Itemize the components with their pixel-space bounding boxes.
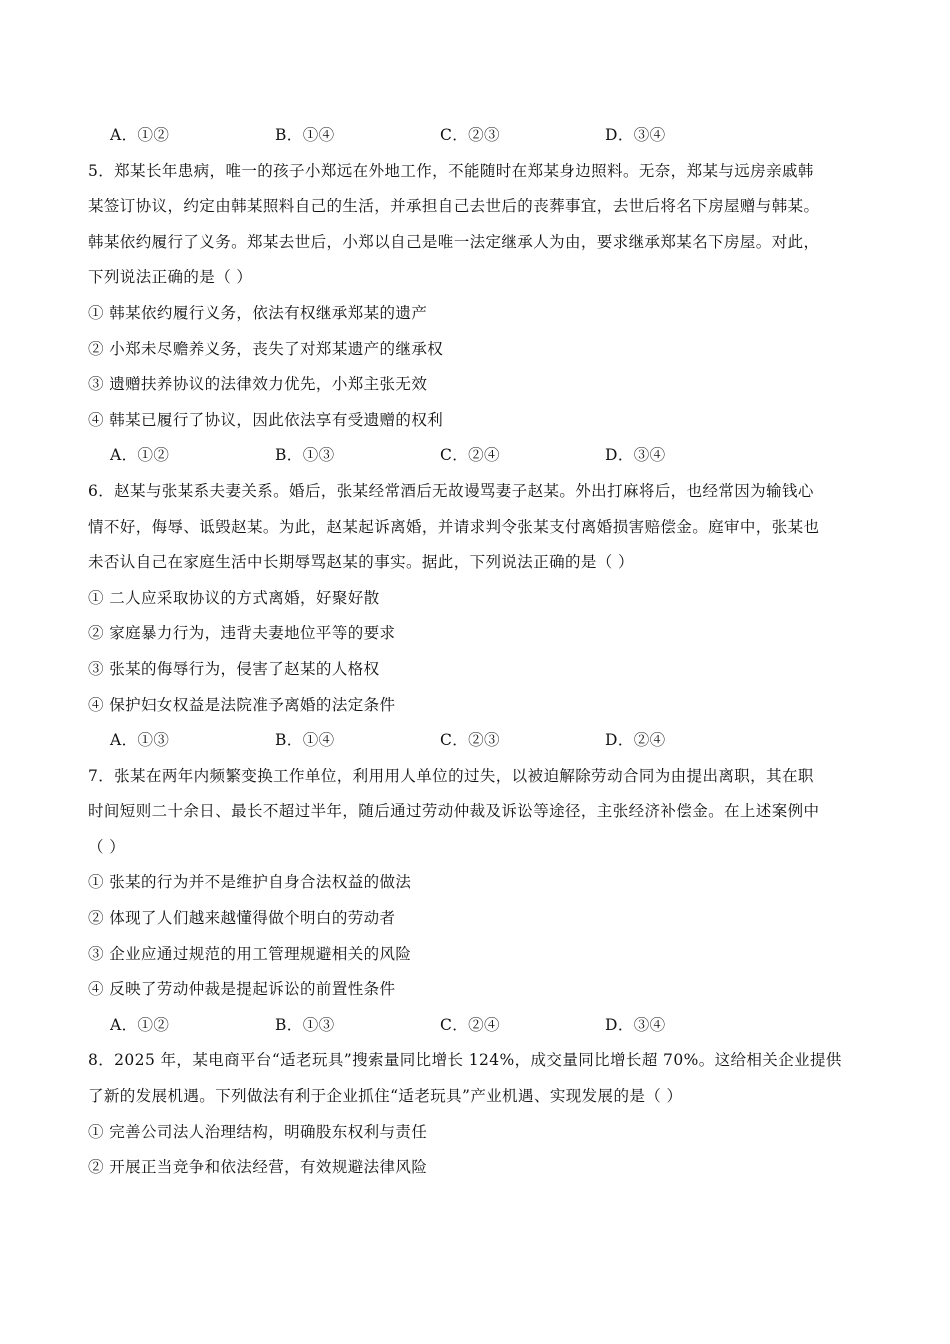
- option-d: D．③④: [605, 446, 666, 465]
- question-stem-line: 8．2025 年，某电商平台“适老玩具”搜索量同比增长 124%，成交量同比增长超 70%。这给相关企业提供: [88, 1051, 842, 1070]
- question-7: [88, 759, 868, 1044]
- option-b: B．①④: [275, 731, 335, 750]
- statement-item: ② 家庭暴力行为，违背夫妻地位平等的要求: [88, 624, 396, 643]
- options-row: [88, 1008, 868, 1044]
- question-6: [88, 474, 868, 759]
- option-a: A．①②: [110, 126, 170, 144]
- option-b: B．①③: [275, 1015, 335, 1034]
- statement-item: ② 小郑未尽赡养义务，丧失了对郑某遗产的继承权: [88, 339, 444, 358]
- statement-item: ④ 韩某已履行了协议，因此依法享有受遗赠的权利: [88, 410, 444, 429]
- options-row: [88, 723, 868, 759]
- option-c: C．②④: [440, 1015, 500, 1034]
- statement-item: ① 完善公司法人治理结构，明确股东权利与责任: [88, 1122, 428, 1141]
- statement-item: ③ 张某的侮辱行为，侵害了赵某的人格权: [88, 659, 380, 678]
- option-c: C．②④: [440, 446, 500, 465]
- statement-item: ① 二人应采取协议的方式离婚，好聚好散: [88, 588, 380, 607]
- question-stem-line: 6．赵某与张某系夫妻关系。婚后，张某经常酒后无故谩骂妻子赵某。外出打麻将后，也经常因为输钱心: [88, 481, 814, 500]
- option-a: A．①②: [110, 446, 170, 465]
- option-a: A．①③: [110, 731, 170, 750]
- question-5: [88, 154, 868, 474]
- option-c: C．②③: [440, 126, 500, 144]
- options-row: [88, 118, 868, 154]
- option-b: B．①③: [275, 446, 335, 465]
- option-b: B．①④: [275, 126, 335, 144]
- statement-item: ④ 反映了劳动仲裁是提起诉讼的前置性条件: [88, 980, 396, 999]
- question-stem-line: （ ）: [88, 837, 126, 856]
- statement-item: ③ 企业应通过规范的用工管理规避相关的风险: [88, 944, 412, 963]
- statement-item: ④ 保护妇女权益是法院准予离婚的法定条件: [88, 695, 396, 714]
- option-a: A．①②: [110, 1015, 170, 1034]
- question-stem-line: 情不好，侮辱、诋毁赵某。为此，赵某起诉离婚，并请求判令张某支付离婚损害赔偿金。庭审中，张某也: [88, 517, 820, 536]
- question-stem-line: 韩某依约履行了义务。郑某去世后，小郑以自己是唯一法定继承人为由，要求继承郑某名下房屋。对此，: [88, 232, 820, 251]
- statement-item: ③ 遗赠扶养协议的法律效力优先，小郑主张无效: [88, 375, 428, 394]
- exam-page: [88, 118, 868, 1186]
- statement-item: ① 张某的行为并不是维护自身合法权益的做法: [88, 873, 412, 892]
- question-stem-line: 7．张某在两年内频繁变换工作单位，利用用人单位的过失，以被迫解除劳动合同为由提出离职，其在职: [88, 766, 814, 785]
- question-stem-line: 某签订协议，约定由韩某照料自己的生活，并承担自己去世后的丧葬事宜，去世后将名下房屋赠与韩某。: [88, 197, 820, 216]
- statement-item: ② 体现了人们越来越懂得做个明白的劳动者: [88, 909, 396, 928]
- question-stem-line: 未否认自己在家庭生活中长期辱骂赵某的事实。据此，下列说法正确的是（ ）: [88, 553, 634, 572]
- question-8: [88, 1043, 868, 1185]
- option-c: C．②③: [440, 731, 500, 750]
- statement-item: ② 开展正当竞争和依法经营，有效规避法律风险: [88, 1158, 428, 1177]
- question-stem-line: 了新的发展机遇。下列做法有利于企业抓住“适老玩具”产业机遇、实现发展的是（ ）: [88, 1087, 683, 1106]
- options-row: [88, 438, 868, 474]
- option-d: D．③④: [605, 126, 666, 144]
- statement-item: ① 韩某依约履行义务，依法有权继承郑某的遗产: [88, 303, 428, 322]
- option-d: D．②④: [605, 731, 666, 750]
- option-d: D．③④: [605, 1015, 666, 1034]
- question-list: [88, 154, 868, 1186]
- question-stem-line: 5．郑某长年患病，唯一的孩子小郑远在外地工作，不能随时在郑某身边照料。无奈，郑某与远房亲戚韩: [88, 161, 814, 180]
- question-stem-line: 下列说法正确的是（ ）: [88, 268, 253, 287]
- question-stem-line: 时间短则二十余日、最长不超过半年，随后通过劳动仲裁及诉讼等途径，主张经济补偿金。在上述案例中: [88, 802, 820, 821]
